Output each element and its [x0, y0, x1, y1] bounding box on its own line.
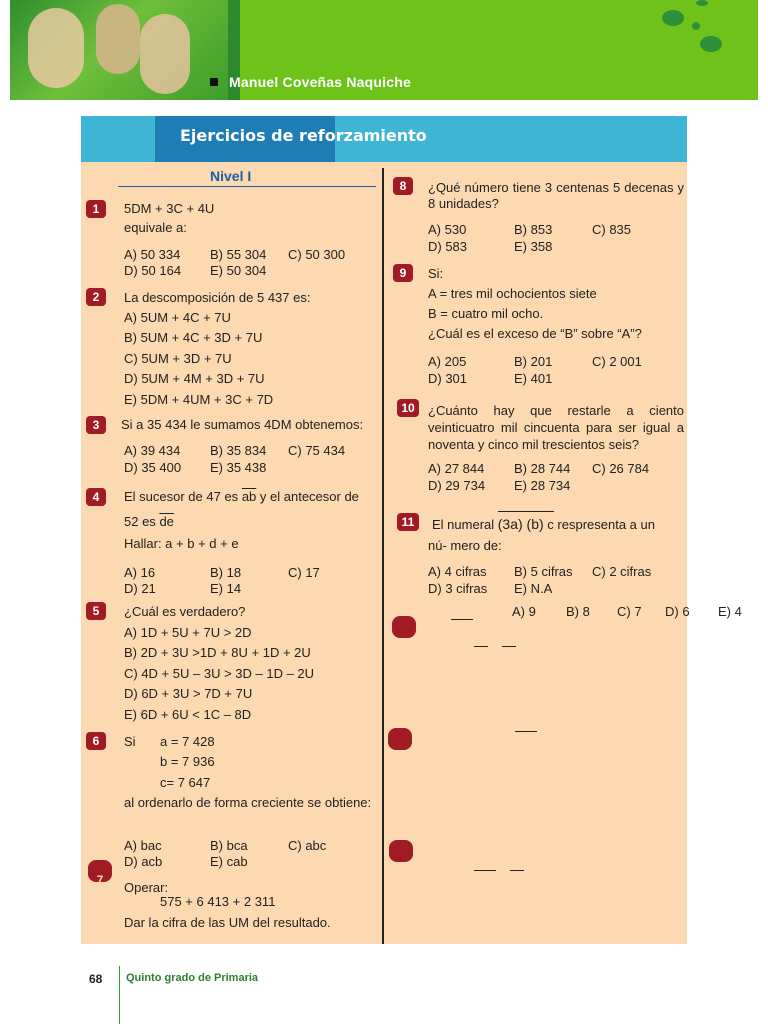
answer-blank: [515, 731, 537, 732]
option: B) 5UM + 4C + 3D + 7U: [124, 330, 263, 345]
question-number-badge: 4: [86, 488, 106, 506]
option: E) 6D + 6U < 1C – 8D: [124, 707, 252, 722]
q2-stem: La descomposición de 5 437 es:: [124, 290, 311, 305]
option: A) 205: [428, 354, 467, 369]
option: B) 28 744: [514, 461, 571, 476]
overlined-numeral: $\overline{ab}$: [241, 489, 257, 504]
option: E) 5DM + 4UM + 3C + 7D: [124, 392, 274, 407]
option: B) 8: [566, 604, 590, 619]
option: E) 50 304: [210, 263, 267, 278]
option: D) acb: [124, 854, 163, 869]
option: C) 50 300: [288, 247, 346, 262]
option: A) 4 cifras: [428, 564, 487, 579]
q4-text: El sucesor de 47 es: [124, 489, 239, 504]
decorative-dot: [696, 0, 708, 6]
option: A) 39 434: [124, 443, 181, 458]
answer-blank: [502, 646, 516, 647]
option: C) 26 784: [592, 461, 650, 476]
option: D) 6: [665, 604, 690, 619]
option: B) 2D + 3U >1D + 8U + 1D + 2U: [124, 645, 311, 660]
q8-text: ¿Qué número tiene 3 centenas 5 decenas y 8 unidades?: [428, 180, 684, 211]
option: D) 21: [124, 581, 156, 596]
option: E) N.A: [514, 581, 553, 596]
option: C) 7: [617, 604, 642, 619]
q5-stem: ¿Cuál es verdadero?: [124, 604, 246, 619]
question-number-badge: [392, 616, 416, 638]
option: A) bac: [124, 838, 162, 853]
child-figure: [140, 14, 190, 94]
overline: [498, 511, 554, 512]
child-figure: [28, 8, 84, 88]
q11-line: [432, 516, 655, 533]
numeral-expression: (3a) (b): [497, 516, 544, 532]
q6-value: b = 7 936: [160, 754, 215, 769]
option: B) 5 cifras: [514, 564, 573, 579]
option: B) 55 304: [210, 247, 267, 262]
q9-line: A = tres mil ochocientos siete: [428, 286, 597, 301]
q1-line: 5DM + 3C + 4U: [124, 201, 215, 216]
footer-text: Quinto grado de Primaria: [126, 972, 259, 984]
q7-line: Operar:: [124, 880, 169, 895]
answer-blank: [510, 870, 524, 871]
question-number-badge: 5: [86, 602, 106, 620]
option: B) bca: [210, 838, 248, 853]
level-underline: [118, 186, 376, 187]
option: D) 29 734: [428, 478, 486, 493]
option: D) 583: [428, 239, 468, 254]
option: A) 9: [512, 604, 536, 619]
author-name: Manuel Coveñas Naquiche: [229, 74, 411, 90]
option: E) 358: [514, 239, 553, 254]
section-title: Ejercicios de reforzamiento: [180, 126, 427, 145]
overlined-numeral: $\overline{de}$: [159, 514, 174, 529]
column-divider: [382, 168, 384, 944]
child-figure: [96, 4, 140, 74]
option: E) 35 438: [210, 460, 267, 475]
option: C) 4D + 5U – 3U > 3D – 1D – 2U: [124, 666, 315, 681]
option: C) abc: [288, 838, 327, 853]
question-number-badge: 7: [88, 860, 112, 882]
option: C) 835: [592, 222, 632, 237]
q6-text: al ordenarlo de forma creciente se obtiene:: [124, 795, 372, 810]
option: E) 4: [718, 604, 742, 619]
option: A) 1D + 5U + 7U > 2D: [124, 625, 252, 640]
option: A) 16: [124, 565, 156, 580]
option: E) 14: [210, 581, 242, 596]
q7-line: 575 + 6 413 + 2 311: [160, 894, 276, 909]
question-number-badge: 11: [397, 513, 419, 531]
option: C) 75 434: [288, 443, 346, 458]
decorative-dot: [662, 10, 684, 26]
question-number-badge: [388, 728, 412, 750]
option: D) 5UM + 4M + 3D + 7U: [124, 371, 265, 386]
option: D) 6D + 3U > 7D + 7U: [124, 686, 253, 701]
q11-text: c respresenta a un: [547, 517, 655, 532]
decorative-dot: [692, 22, 700, 30]
question-number-badge: 2: [86, 288, 106, 306]
option: E) 401: [514, 371, 553, 386]
option: E) 28 734: [514, 478, 571, 493]
footer-divider: [119, 966, 120, 1024]
children-photo: [10, 0, 228, 100]
q4-line: [124, 514, 174, 530]
square-bullet-icon: [210, 78, 218, 86]
option: B) 18: [210, 565, 242, 580]
page-number: 68: [89, 972, 103, 986]
option: C) 2 cifras: [592, 564, 652, 579]
option: C) 17: [288, 565, 320, 580]
q11-text: El numeral: [432, 517, 495, 532]
question-number-badge: 6: [86, 732, 106, 750]
option: D) 50 164: [124, 263, 182, 278]
decorative-dot: [700, 36, 722, 52]
q4-line: Hallar: a + b + d + e: [124, 536, 239, 551]
q4-text: y el antecesor de: [259, 489, 359, 504]
option: B) 853: [514, 222, 553, 237]
question-number-badge: 8: [393, 177, 413, 195]
option: B) 201: [514, 354, 553, 369]
option: A) 530: [428, 222, 467, 237]
option: C) 2 001: [592, 354, 642, 369]
q9-line: ¿Cuál es el exceso de “B” sobre “A”?: [428, 326, 642, 341]
option: C) 5UM + 3D + 7U: [124, 351, 232, 366]
q6-si: Si: [124, 734, 136, 749]
option: A) 27 844: [428, 461, 485, 476]
question-number-badge: 1: [86, 200, 106, 218]
q1-line: equivale a:: [124, 220, 187, 235]
q4-text: 52 es: [124, 514, 156, 529]
q9-line: Si:: [428, 266, 444, 281]
option: A) 50 334: [124, 247, 181, 262]
option: D) 35 400: [124, 460, 182, 475]
question-number-badge: [389, 840, 413, 862]
q7-text: Dar la cifra de las UM del resultado.: [124, 915, 331, 930]
q4-line: [124, 489, 359, 505]
exercise-panel: [81, 162, 687, 944]
answer-blank: [451, 619, 473, 620]
option: A) 5UM + 4C + 7U: [124, 310, 231, 325]
option: E) cab: [210, 854, 248, 869]
q10-text: ¿Cuánto hay que restarle a ciento veinticuatro mil cincuenta para ser igual a noventa y cinco mil trescientos seis?: [428, 403, 684, 452]
option: D) 301: [428, 371, 468, 386]
answer-blank: [474, 646, 488, 647]
q6-value: a = 7 428: [160, 734, 215, 749]
q3-stem: Si a 35 434 le sumamos 4DM obtenemos:: [121, 417, 364, 432]
option: D) 3 cifras: [428, 581, 488, 596]
q9-line: B = cuatro mil ocho.: [428, 306, 544, 321]
option: B) 35 834: [210, 443, 267, 458]
q11-line: nú- mero de:: [428, 538, 502, 553]
question-number-badge: 10: [397, 399, 419, 417]
q6-value: c= 7 647: [160, 775, 211, 790]
question-number-badge: 3: [86, 416, 106, 434]
level-heading: Nivel I: [210, 168, 252, 184]
answer-blank: [474, 870, 496, 871]
question-number-badge: 9: [393, 264, 413, 282]
